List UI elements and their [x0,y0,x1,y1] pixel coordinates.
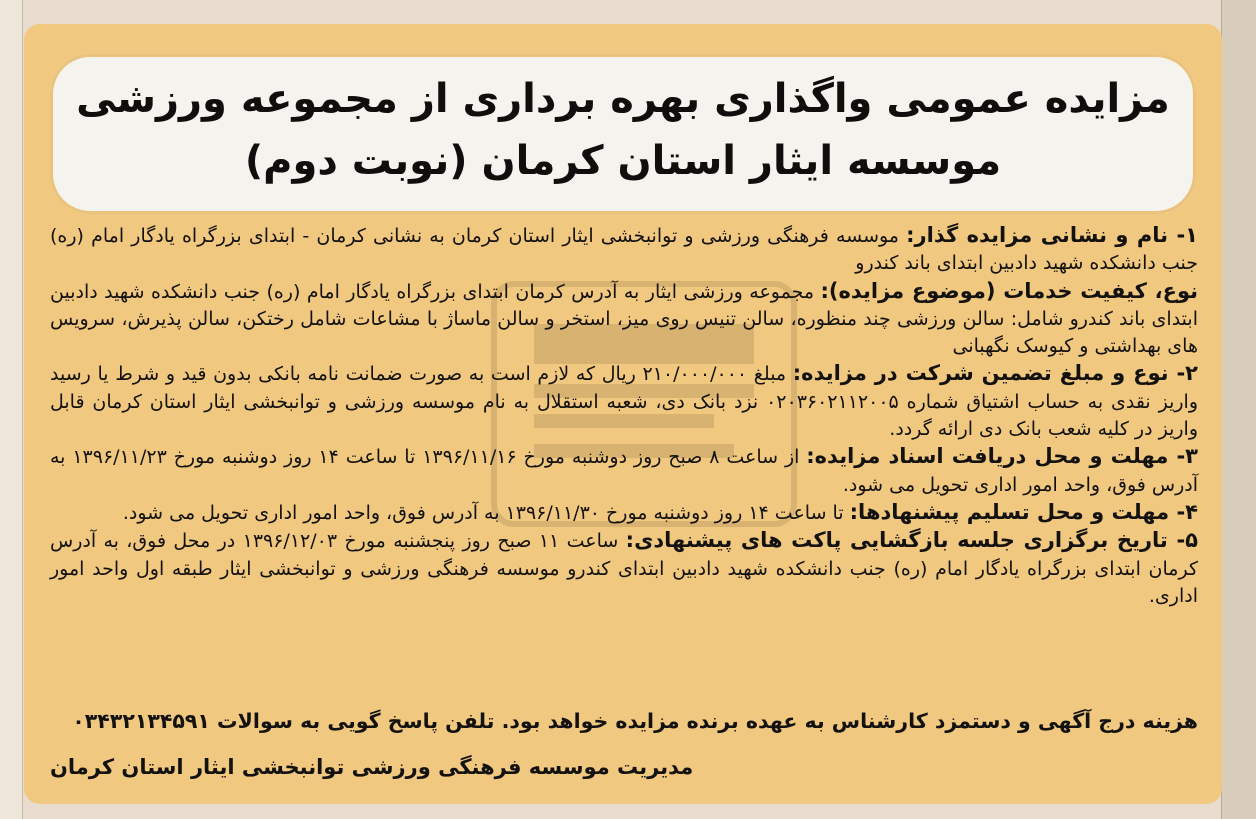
section-document-deadline [50,443,1198,499]
section-heading: نوع، کیفیت خدمات (موضوع مزایده): [820,278,1198,303]
phone-label: تلفن پاسخ گویی به سوالات [217,709,495,733]
section-text: از ساعت ۸ صبح روز دوشنبه مورخ ۱۳۹۶/۱۱/۱۶ تا ساعت ۱۴ روز دوشنبه مورخ ۱۳۹۶/۱۱/۲۳ به آدرس فوق، واحد امور اداری تحویل می شود. [50,446,1198,496]
section-service-type [50,278,1198,361]
section-text: مبلغ ۲۱۰/۰۰۰/۰۰۰ ریال که لازم است به صورت ضمانت نامه بانکی بدون قید و شرط یا رسید واریز نقدی به حساب اشتیاق شماره ۰۲۰۳۶۰۲۱۱۲۰۰۵ نزد بانک دی، شعبه استقلال به نام موسسه ورزشی و توانبخشی ایثار استان کرمان قابل واریز در کلیه شعب بانک دی ارائه گردد. [50,363,1198,441]
ad-body [50,222,1198,610]
ad-title-line-2: موسسه ایثار استان کرمان (نوبت دوم) [244,138,1002,184]
section-text: مجموعه ورزشی ایثار به آدرس کرمان ابتدای بزرگراه یادگار امام (ره) جنب دانشکده شهید دادبین ابتدای باند کندرو شامل: سالن ورزشی چند منظوره، سالن تنیس روی میز، استخر و سالن ماساژ با مشاعات شامل رختکن، سالن پذیرش، سرویس های بهداشتی و کیوسک نگهبانی [50,280,1198,358]
section-auctioneer [50,222,1198,278]
section-heading: ۳- مهلت و محل دریافت اسناد مزایده: [806,444,1198,469]
section-text: موسسه فرهنگی ورزشی و توانبخشی ایثار استان کرمان به نشانی کرمان - ابتدای بزرگراه یادگار امام (ره) جنب دانشکده شهید دادبین ابتدای باند کندرو [50,225,1198,275]
section-heading: ۲- نوع و مبلغ تضمین شرکت در مزایده: [792,361,1198,386]
cost-and-phone-line [50,704,1198,738]
adjacent-ad-strip-left [0,0,23,819]
phone-number: ۰۳۴۳۲۱۳۴۵۹۱ [72,709,210,733]
section-heading: ۴- مهلت و محل تسلیم پیشنهادها: [849,499,1198,524]
adjacent-ad-strip-right [1221,0,1256,819]
cost-note: هزینه درج آگهی و دستمزد کارشناس به عهده برنده مزایده خواهد بود. [501,709,1198,733]
signature-line [50,750,1198,784]
signature: مدیریت موسسه فرهنگی ورزشی توانبخشی ایثار استان کرمان [50,755,694,779]
ad-title-box [50,54,1196,214]
section-heading: ۵- تاریخ برگزاری جلسه بازگشایی پاکت های پیشنهادی: [625,528,1198,553]
section-heading: ۱- نام و نشانی مزایده گذار: [906,223,1198,247]
section-text: تا ساعت ۱۴ روز دوشنبه مورخ ۱۳۹۶/۱۱/۳۰ به آدرس فوق، واحد امور اداری تحویل می شود. [122,501,850,524]
ad-title-line-1: مزایده عمومی واگذاری بهره برداری از مجموعه ورزشی [76,76,1170,122]
section-text: ساعت ۱۱ صبح روز پنجشنبه مورخ ۱۳۹۶/۱۲/۰۳ در محل فوق، به آدرس کرمان ابتدای بزرگراه یادگار امام (ره) جنب دانشکده شهید دادبین ابتدای کندرو موسسه فرهنگی ورزشی و توانبخشی ایثار طبقه اول واحد امور اداری. [50,530,1198,607]
section-opening-session [50,527,1198,610]
section-guarantee [50,360,1198,443]
auction-ad-panel [24,24,1222,804]
section-submission-deadline [50,499,1198,527]
